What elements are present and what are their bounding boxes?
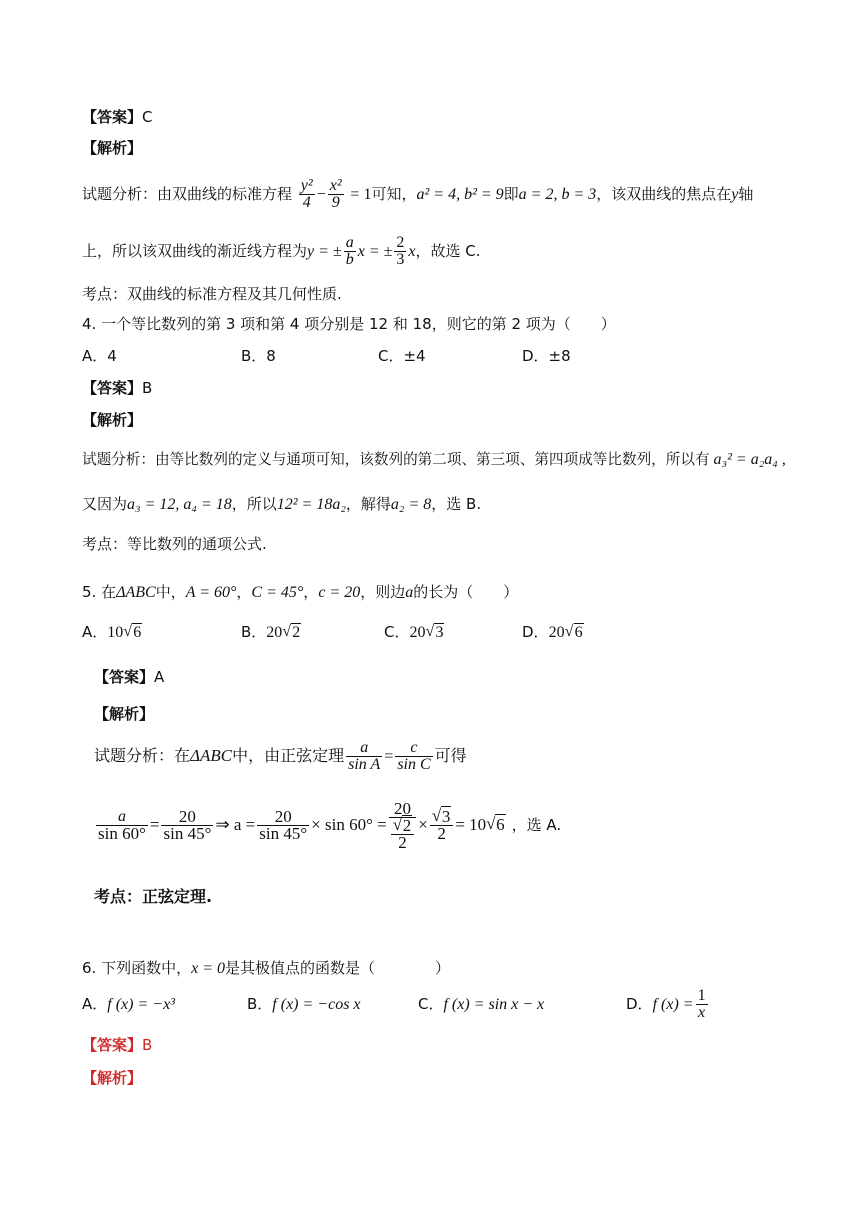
denominator: sin 60° bbox=[98, 824, 146, 843]
math-expr: a₃² = a₂a₄ , bbox=[713, 451, 786, 468]
math-expr: 20 bbox=[266, 624, 283, 641]
text: 试题分析：由等比数列的定义与通项可知，该数列的第二项、第三项、第四项成等比数列，所以有 bbox=[82, 451, 710, 468]
fraction bbox=[96, 809, 148, 842]
numerator: 2 bbox=[396, 234, 405, 251]
denominator: sin 45° bbox=[163, 824, 212, 843]
math-expr: = 1 bbox=[350, 186, 372, 203]
math-expr: = 10 bbox=[455, 815, 487, 834]
math-var: y bbox=[731, 186, 739, 203]
radicand: 3 bbox=[435, 624, 444, 641]
sqrt bbox=[282, 623, 301, 643]
math-expr: 12² = 18a₂ bbox=[276, 496, 346, 513]
answer-value: C bbox=[142, 108, 153, 126]
text: ，则边 bbox=[360, 583, 406, 601]
option-label: C． bbox=[418, 995, 444, 1013]
q5-stem bbox=[82, 582, 518, 603]
answer-value: B bbox=[142, 379, 153, 397]
math-expr: a² = 4, b² = 9 bbox=[416, 186, 504, 203]
q3-kaodian: 考点：双曲线的标准方程及其几何性质. bbox=[82, 285, 342, 303]
math-expr: 10 bbox=[107, 624, 124, 641]
q4-stem: 4. 一个等比数列的第 3 项和第 4 项分别是 12 和 18，则它的第 2 项为（ ） bbox=[82, 315, 616, 333]
fraction bbox=[346, 740, 382, 773]
math-expr: × sin 60° = bbox=[311, 815, 387, 834]
math-expr: C = 45° bbox=[251, 584, 304, 601]
numerator: a bbox=[346, 740, 382, 757]
q3-analysis-label: 【解析】 bbox=[82, 139, 143, 157]
math-expr: f (x) = −x³ bbox=[107, 996, 175, 1013]
text: ，选 B. bbox=[431, 495, 482, 513]
text: 试题分析：由双曲线的标准方程 bbox=[82, 185, 293, 203]
option-label: D． bbox=[626, 995, 653, 1013]
numerator: 20 bbox=[257, 809, 309, 826]
text: 6. 下列函数中， bbox=[82, 959, 192, 977]
math-expr: ΔABC bbox=[116, 584, 156, 601]
denominator: 2 bbox=[398, 832, 407, 852]
text: 是其极值点的函数是（ ） bbox=[225, 959, 451, 977]
math-expr: f (x) = −cos x bbox=[272, 996, 361, 1013]
text: 5. 在 bbox=[82, 583, 117, 601]
denominator: sin A bbox=[348, 756, 381, 773]
operator: × bbox=[418, 815, 428, 834]
math-expr: 20 bbox=[409, 624, 426, 641]
fraction bbox=[395, 740, 432, 773]
numerator: c bbox=[395, 740, 432, 757]
math-expr: x = ± bbox=[357, 243, 393, 260]
answer-value: A bbox=[154, 668, 165, 686]
fraction bbox=[257, 809, 309, 842]
math-expr: a = 2, b = 3 bbox=[518, 186, 597, 203]
radicand: 6 bbox=[574, 624, 583, 641]
denominator bbox=[389, 815, 417, 852]
q4-option-a: A．4 bbox=[82, 347, 117, 365]
fraction bbox=[299, 178, 315, 211]
text: 上，所以该双曲线的渐近线方程为 bbox=[82, 242, 308, 260]
denominator: 9 bbox=[331, 194, 340, 211]
numerator: y² bbox=[300, 177, 313, 194]
fraction bbox=[430, 809, 454, 842]
sqrt bbox=[432, 809, 452, 825]
q3-answer bbox=[82, 107, 153, 127]
denominator: b bbox=[345, 251, 354, 268]
q4-answer bbox=[82, 378, 152, 398]
q5-analysis-line2 bbox=[94, 797, 561, 853]
q5-analysis-label: 【解析】 bbox=[94, 705, 155, 723]
q6-analysis-label: 【解析】 bbox=[82, 1069, 143, 1087]
text: ，故选 C. bbox=[415, 242, 481, 260]
text: ，选 A. bbox=[511, 816, 562, 834]
numerator: a bbox=[96, 809, 148, 826]
denominator: 3 bbox=[396, 251, 405, 268]
fraction bbox=[161, 809, 213, 842]
option-label: A． bbox=[82, 623, 108, 641]
q5-analysis-line1 bbox=[94, 738, 467, 775]
q5-answer bbox=[94, 667, 164, 687]
q6-option-a bbox=[82, 994, 175, 1015]
answer-label: 【答案】 bbox=[82, 108, 143, 126]
math-expr: a₂ = 8 bbox=[390, 496, 432, 513]
q6-answer bbox=[82, 1035, 152, 1055]
q3-analysis-line2 bbox=[82, 233, 481, 270]
math-expr: ΔABC bbox=[190, 746, 233, 765]
text: 中，由正弦定理 bbox=[232, 746, 345, 765]
q4-option-d: D．±8 bbox=[522, 347, 571, 365]
text: ， bbox=[303, 583, 319, 601]
numerator: 20 bbox=[389, 801, 417, 818]
inner-fraction bbox=[391, 815, 415, 852]
math-expr: c = 20 bbox=[318, 584, 361, 601]
q6-option-d bbox=[626, 986, 710, 1023]
q5-kaodian: 考点：正弦定理. bbox=[94, 887, 213, 906]
sqrt bbox=[393, 815, 413, 835]
option-label: D． bbox=[522, 623, 549, 641]
text: ， bbox=[236, 583, 252, 601]
radicand: 3 bbox=[441, 807, 451, 826]
text: ，该双曲线的焦点在 bbox=[596, 185, 732, 203]
q4-option-c: C．±4 bbox=[378, 347, 426, 365]
denominator: sin 45° bbox=[259, 824, 308, 843]
numerator: 20 bbox=[161, 809, 213, 826]
math-expr: 20 bbox=[548, 624, 565, 641]
fraction bbox=[394, 235, 406, 268]
q5-option-b bbox=[241, 622, 301, 643]
q4-option-b: B．8 bbox=[241, 347, 276, 365]
text: 可知， bbox=[371, 185, 417, 203]
q3-analysis-line1 bbox=[82, 176, 753, 213]
q4-analysis-line2 bbox=[82, 494, 481, 515]
operator: = bbox=[384, 748, 394, 765]
radicand: 2 bbox=[402, 815, 412, 835]
math-expr: f (x) = bbox=[652, 996, 694, 1013]
text: ，所以 bbox=[231, 495, 277, 513]
text: 的长为（ ） bbox=[413, 583, 519, 601]
radicand: 2 bbox=[292, 624, 301, 641]
option-label: B． bbox=[241, 623, 267, 641]
answer-value: B bbox=[142, 1036, 153, 1054]
text: 试题分析：在 bbox=[94, 746, 191, 765]
math-expr: y = ± bbox=[307, 243, 342, 260]
math-expr: ⇒ a = bbox=[215, 815, 256, 834]
answer-label: 【答案】 bbox=[82, 379, 143, 397]
text: 又因为 bbox=[82, 495, 128, 513]
q5-option-a bbox=[82, 622, 142, 643]
math-expr: f (x) = sin x − x bbox=[443, 996, 545, 1013]
option-label: B． bbox=[247, 995, 273, 1013]
math-var: a bbox=[405, 584, 414, 601]
q4-kaodian: 考点：等比数列的通项公式. bbox=[82, 535, 267, 553]
sqrt bbox=[123, 623, 142, 643]
compound-fraction bbox=[389, 798, 417, 852]
q5-option-c bbox=[384, 622, 444, 643]
answer-label: 【答案】 bbox=[94, 668, 155, 686]
numerator: x² bbox=[329, 177, 342, 194]
text: 轴 bbox=[738, 185, 754, 203]
sqrt bbox=[425, 623, 444, 643]
math-expr: x bbox=[408, 243, 416, 260]
math-expr: a₃ = 12, a₄ = 18 bbox=[127, 496, 232, 513]
q5-option-d bbox=[522, 622, 584, 643]
operator: = bbox=[149, 815, 160, 834]
numerator: 1 bbox=[697, 987, 706, 1004]
radicand: 6 bbox=[496, 815, 505, 834]
q4-analysis-label: 【解析】 bbox=[82, 411, 143, 429]
text: 即 bbox=[503, 185, 519, 203]
fraction bbox=[328, 178, 344, 211]
math-expr: x = 0 bbox=[191, 960, 225, 977]
q6-option-c bbox=[418, 994, 544, 1015]
answer-label: 【答案】 bbox=[82, 1036, 143, 1054]
operator: − bbox=[316, 186, 326, 203]
denominator: x bbox=[698, 1004, 706, 1021]
text: ，解得 bbox=[345, 495, 391, 513]
q6-option-b bbox=[247, 994, 361, 1015]
radicand: 6 bbox=[133, 624, 142, 641]
text: 可得 bbox=[434, 746, 467, 765]
fraction bbox=[344, 235, 356, 268]
denominator: sin C bbox=[397, 756, 431, 773]
text: 中， bbox=[155, 583, 186, 601]
fraction bbox=[696, 988, 708, 1021]
numerator: a bbox=[345, 234, 354, 251]
denominator: 2 bbox=[437, 824, 446, 843]
sqrt bbox=[486, 797, 506, 853]
q4-analysis-line1 bbox=[82, 450, 786, 470]
math-expr: A = 60° bbox=[185, 584, 237, 601]
option-label: A． bbox=[82, 995, 108, 1013]
q6-stem bbox=[82, 958, 450, 979]
option-label: C． bbox=[384, 623, 410, 641]
denominator: 4 bbox=[302, 194, 311, 211]
sqrt bbox=[565, 623, 584, 643]
